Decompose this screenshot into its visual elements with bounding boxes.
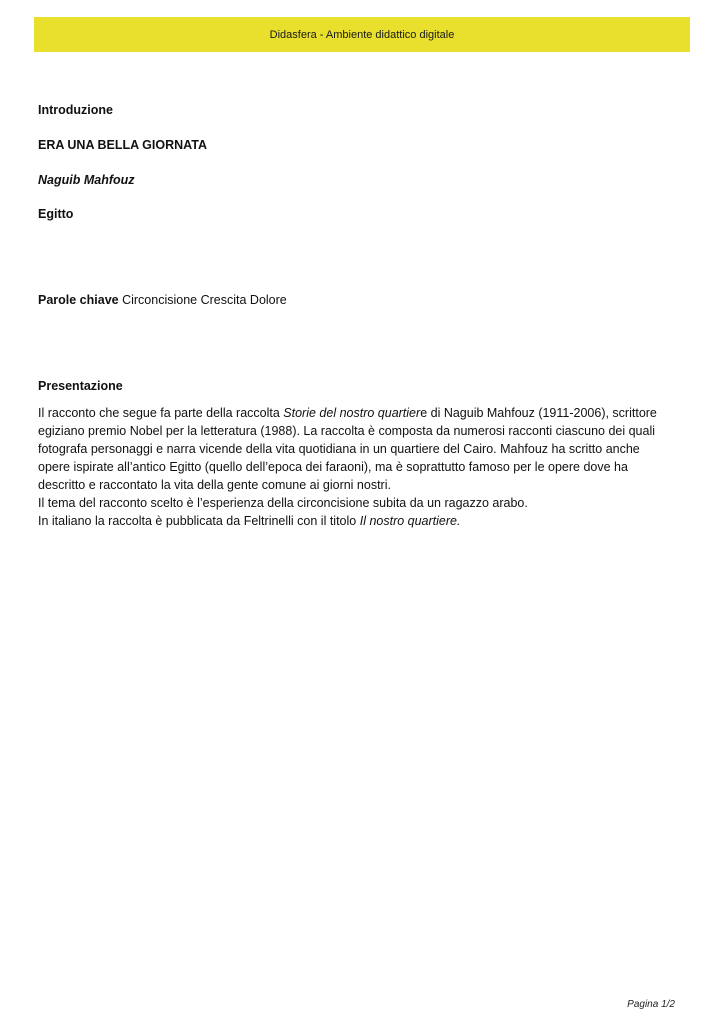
- p3-italian-title: Il nostro quartiere.: [359, 514, 461, 528]
- keywords-line: [38, 293, 287, 307]
- author-name: Naguib Mahfouz: [38, 173, 135, 187]
- presentation-paragraph-2: Il tema del racconto scelto è l’esperienza della circoncisione subita da un ragazzo arabo.: [38, 496, 528, 510]
- presentation-paragraph-3: [38, 512, 668, 530]
- p3-before: In italiano la raccolta è pubblicata da Feltrinelli con il titolo: [38, 514, 360, 528]
- presentation-text: [38, 404, 668, 530]
- section-label: Introduzione: [38, 103, 113, 117]
- presentation-paragraph-1: [38, 404, 668, 494]
- header-title: Didasfera - Ambiente didattico digitale: [269, 28, 455, 41]
- p1-collection-title: Storie del nostro quartier: [283, 406, 421, 420]
- p1-after: e di Naguib Mahfouz (1911-2006), scrittore egiziano premio Nobel per la letteratura (1988). La raccolta è composta da numerosi racconti ciascuno dei quali fotografa personaggi e narra vicende della vita quotidiana in un quartiere del Cairo. Mahfouz ha scritto anche opere ispirate all’antico Egitto (quello dell’epoca dei faraoni), ma è soprattutto famoso per le opere dove ha descritto e raccontato la vita della gente comune ai giorni nostri.: [38, 406, 657, 492]
- keywords-value: Circoncisione Crescita Dolore: [122, 293, 287, 307]
- country: Egitto: [38, 207, 74, 221]
- p1-before: Il racconto che segue fa parte della raccolta: [38, 406, 284, 420]
- page-indicator: Pagina 1/2: [627, 999, 675, 1010]
- header-bar: [34, 17, 690, 52]
- presentation-heading: Presentazione: [38, 379, 123, 393]
- keywords-label: Parole chiave: [38, 293, 119, 307]
- story-title: ERA UNA BELLA GIORNATA: [38, 138, 207, 152]
